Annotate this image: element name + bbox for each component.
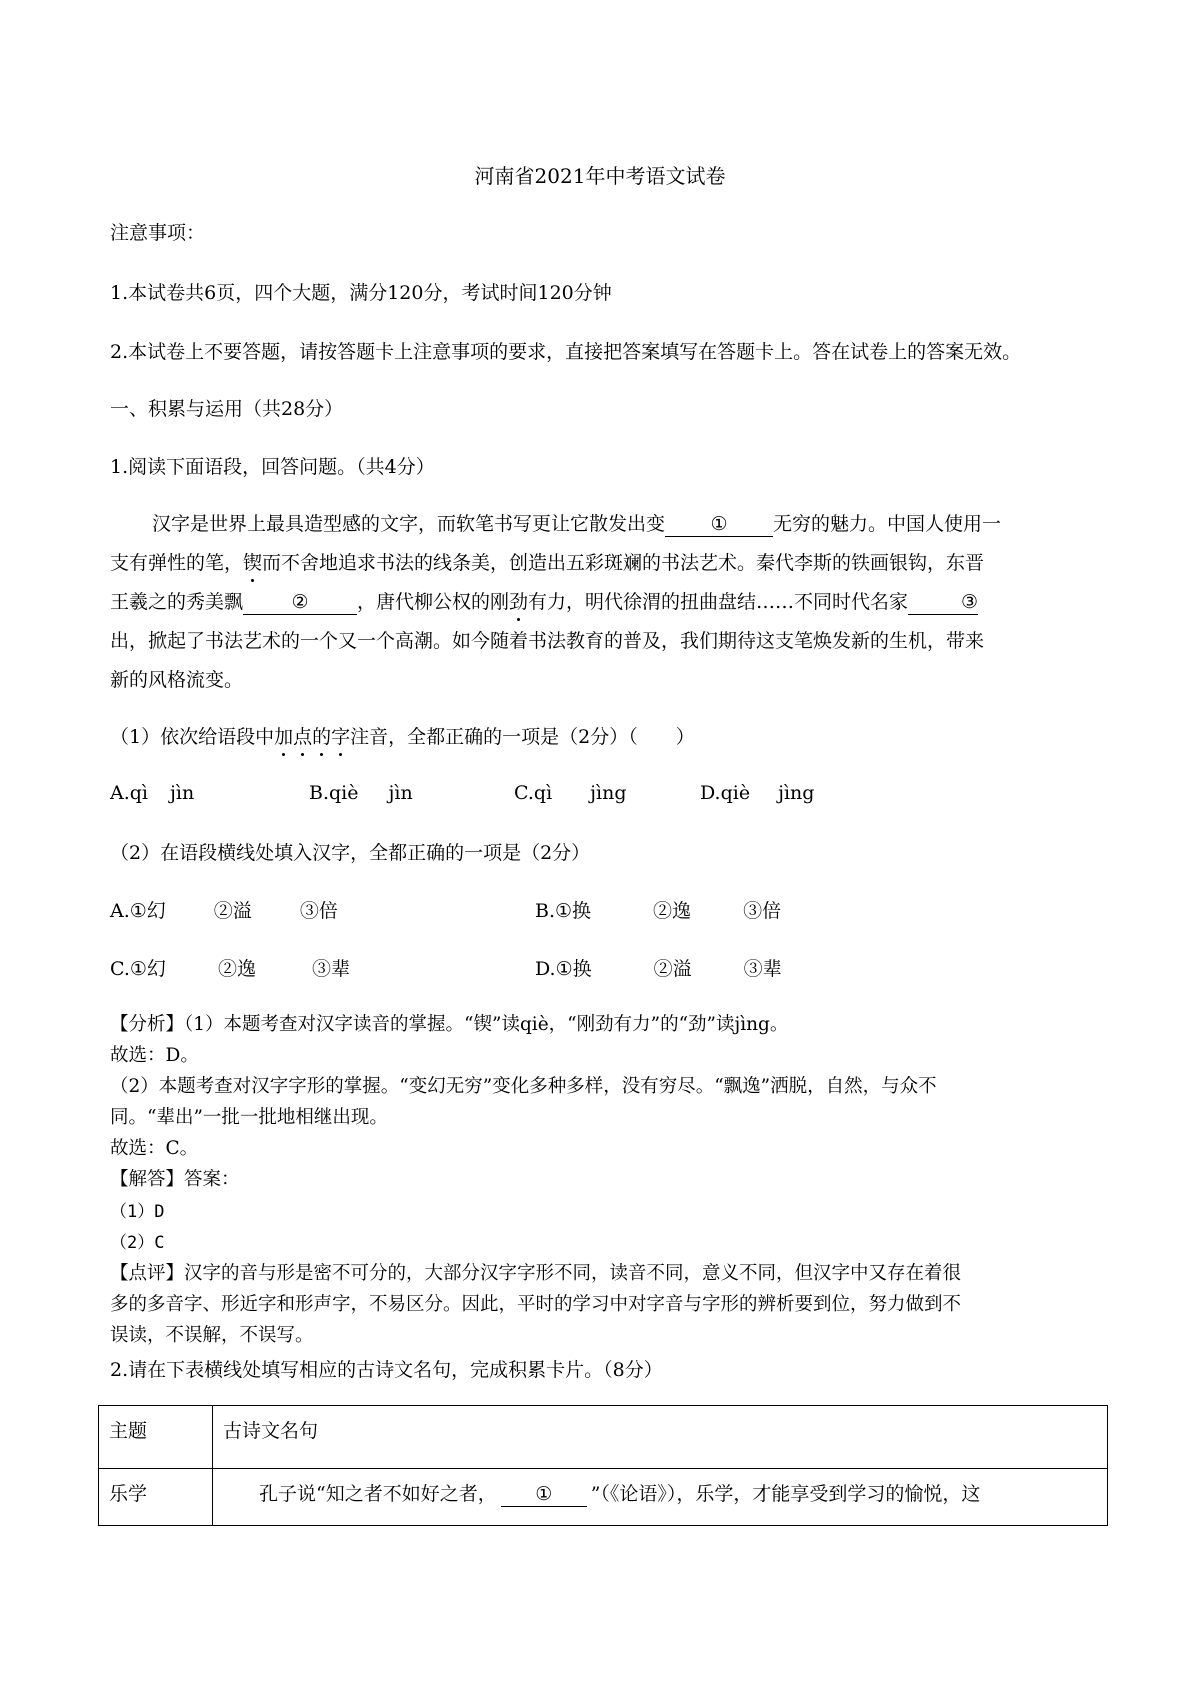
notice-item-2: 2.本试卷上不要答题，请按答题卡上注意事项的要求，直接把答案填写在答题卡上。答在试卷上的答案无效。 (110, 341, 1022, 363)
subquestion-2-stem: （2）在语段横线处填入汉字，全都正确的一项是（2分） (110, 842, 591, 864)
table-row (99, 1469, 1108, 1526)
comment-line-2: 多的多音字、形近字和形声字，不易区分。因此，平时的学习中对字音与字形的辨析要到位，努力做到不 (110, 1294, 962, 1315)
analysis-line-4: 同。“辈出”一批一批地相继出现。 (110, 1107, 388, 1128)
blank-1: ① (665, 514, 773, 537)
dotted-char-jin: 劲 (509, 587, 528, 614)
sub1-option-b: B.qiè jìn (309, 782, 413, 804)
passage-line-4: 出，掀起了书法艺术的一个又一个高潮。如今随着书法教育的普及，我们期待这支笔焕发新的生机，带来 (110, 630, 985, 652)
answer-2: （2）C (110, 1233, 165, 1253)
page-title: 河南省2021年中考语文试卷 (474, 164, 726, 188)
dotted-char-qie: 锲 (243, 548, 262, 575)
sub1-option-d: D.qiè jìng (700, 782, 815, 804)
analysis-line-2: 故选：D。 (110, 1045, 199, 1066)
analysis-line-1: 【分析】（1）本题考查对汉字读音的掌握。“锲”读qiè，“刚劲有力”的“劲”读jìng。 (110, 1014, 789, 1035)
subquestion-1-stem: （1）依次给语段中加点的字注音，全都正确的一项是（2分）（ ） (110, 722, 695, 749)
answer-heading: 【解答】答案： (110, 1169, 240, 1190)
comment-line-3: 误读，不误解，不误写。 (110, 1325, 314, 1346)
passage-line-1: 汉字是世界上最具造型感的文字，而软笔书写更让它散发出变 ① 无穷的魅力。中国人使用一 (152, 513, 1002, 535)
header-theme: 主题 (99, 1406, 213, 1469)
question-2-stem: 2.请在下表横线处填写相应的古诗文名句，完成积累卡片。（8分） (110, 1359, 663, 1381)
sub2-option-d: D.①换 ②溢 ③辈 (535, 958, 782, 980)
question-1-stem: 1.阅读下面语段，回答问题。（共4分） (110, 456, 435, 478)
passage-line-5: 新的风格流变。 (110, 669, 244, 691)
blank-3: ③ (908, 592, 978, 615)
row-theme: 乐学 (99, 1469, 213, 1526)
table-blank-1: ① (501, 1484, 587, 1507)
row-quote: 孔子说“知之者不如好之者， ① ”（《论语》），乐学，才能享受到学习的愉悦，这 (213, 1469, 1108, 1526)
passage-line-2: 支有弹性的笔，锲而不舍地追求书法的线条美，创造出五彩斑斓的书法艺术。秦代李斯的铁画银钩，东晋 (110, 548, 1100, 575)
passage-line-3: 王羲之的秀美飘 ② ，唐代柳公权的刚劲有力，明代徐渭的扭曲盘结……不同时代名家 ③ (110, 587, 1100, 615)
sub2-option-b: B.①换 ②逸 ③倍 (535, 900, 782, 922)
header-quote: 古诗文名句 (213, 1406, 1108, 1469)
answer-1: （1）D (110, 1202, 165, 1222)
sub1-option-c: C.qì jìng (514, 782, 627, 804)
comment-line-1: 【点评】汉字的音与形是密不可分的，大部分汉字字形不同，读音不同，意义不同，但汉字中又存在着很 (110, 1263, 962, 1284)
sub2-option-c: C.①幻 ②逸 ③辈 (110, 958, 350, 980)
accumulation-card-table (98, 1405, 1108, 1526)
dotted-phrase: 加点的字 (274, 726, 350, 748)
notice-item-1: 1.本试卷共6页，四个大题，满分120分，考试时间120分钟 (110, 282, 612, 304)
table-header-row (99, 1406, 1108, 1469)
notice-heading: 注意事项： (110, 222, 206, 244)
sub2-option-a: A.①幻 ②溢 ③倍 (110, 900, 338, 922)
section-1-heading: 一、积累与运用（共28分） (110, 398, 344, 420)
sub1-option-a: A.qì jìn (110, 782, 195, 804)
analysis-line-5: 故选：C。 (110, 1138, 199, 1159)
blank-2: ② (243, 592, 357, 615)
analysis-line-3: （2）本题考查对汉字字形的掌握。“变幻无穷”变化多种多样，没有穷尽。“飘逸”洒脱，自然，与众不 (110, 1076, 937, 1097)
